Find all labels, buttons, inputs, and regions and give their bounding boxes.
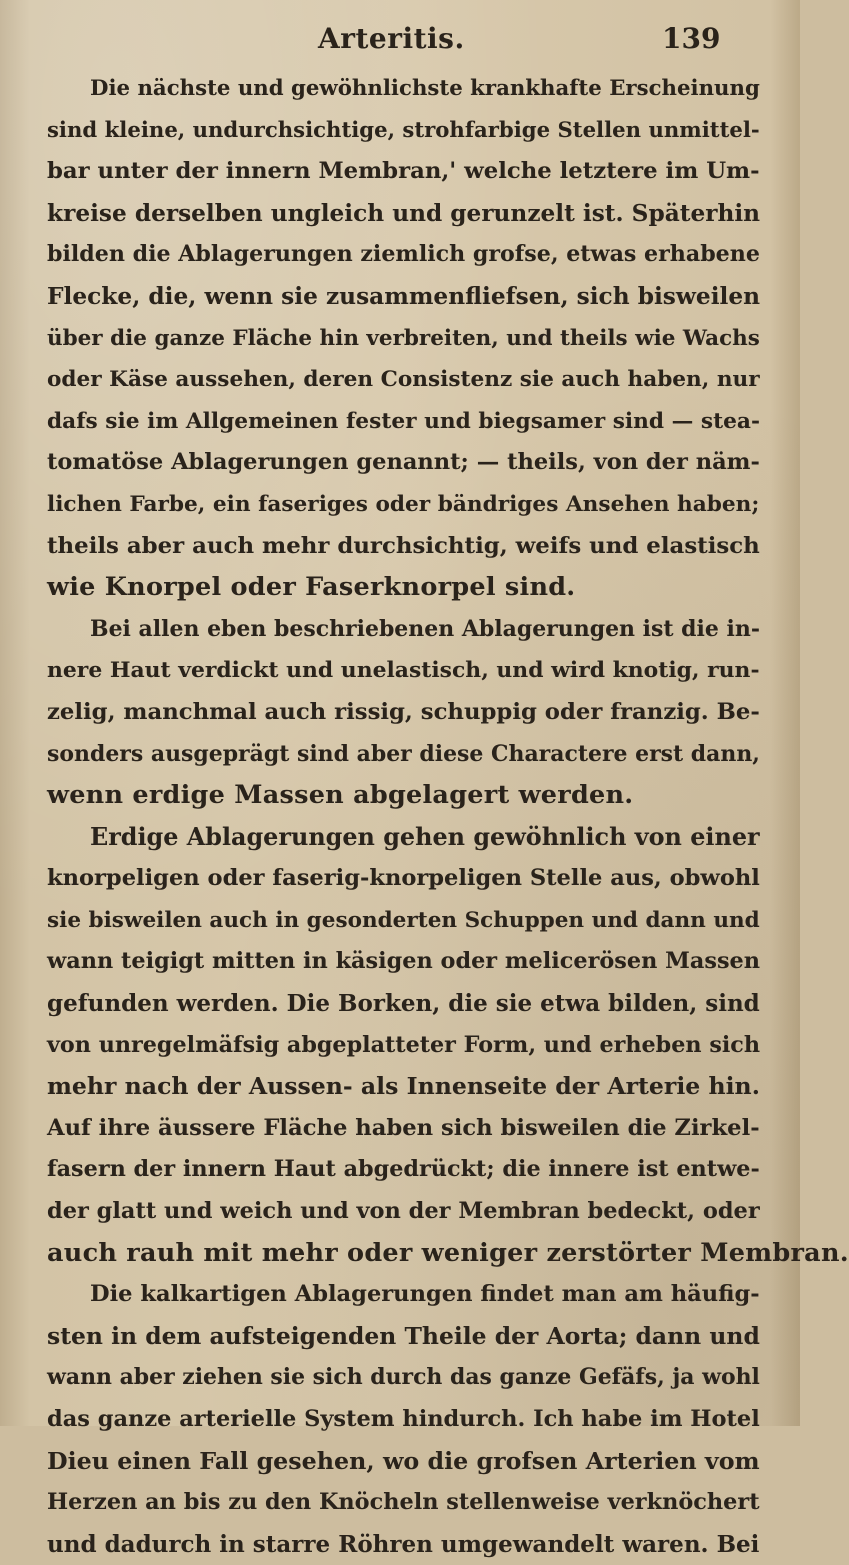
text-line: bar unter der innern Membran,' welche letztere im Um-	[47, 158, 760, 185]
body-text	[0, 68, 849, 1565]
text-line: kreise derselben ungleich und gerunzelt ist. Späterhin	[47, 199, 761, 227]
text-line: wie Knorpel oder Faserknorpel sind.	[47, 572, 576, 603]
text-line: Die kalkartigen Ablagerungen findet man am häufig-	[90, 1281, 760, 1308]
text-line: von unregelmäfsig abgeplatteter Form, und erheben sich	[47, 1031, 761, 1058]
text-line: über die ganze Fläche hin verbreiten, und theils wie Wachs	[47, 325, 760, 351]
text-line: Erdige Ablagerungen gehen gewöhnlich von einer	[90, 822, 760, 851]
text-line: knorpeligen oder faserig-knorpeligen Stelle aus, obwohl	[47, 865, 760, 892]
text-line: auch rauh mit mehr oder weniger zerstörter Membran.	[47, 1237, 849, 1268]
running-title: Arteritis.	[318, 22, 465, 55]
text-line: wenn erdige Massen abgelagert werden.	[47, 780, 634, 811]
text-line: und dadurch in starre Röhren umgewandelt waren. Bei	[47, 1530, 760, 1558]
text-line: Dieu einen Fall gesehen, wo die grofsen Arterien vom	[47, 1446, 760, 1475]
page-number: 139	[662, 22, 721, 55]
text-line: sind kleine, undurchsichtige, strohfarbige Stellen unmittel-	[47, 117, 760, 143]
text-line: theils aber auch mehr durchsichtig, weifs und elastisch	[47, 532, 760, 559]
text-line: der glatt und weich und von der Membran bedeckt, oder	[47, 1198, 760, 1225]
text-line: oder Käse aussehen, deren Consistenz sie auch haben, nur	[47, 367, 760, 393]
text-line: Herzen an bis zu den Knöcheln stellenweise verknöchert	[47, 1489, 760, 1516]
text-line: dafs sie im Allgemeinen fester und biegsamer sind — stea-	[47, 408, 760, 434]
text-line: lichen Farbe, ein faseriges oder bändriges Ansehen haben;	[47, 491, 760, 517]
text-line: sten in dem aufsteigenden Theile der Aorta; dann und	[47, 1321, 760, 1350]
text-line: bilden die Ablagerungen ziemlich grofse, etwas erhabene	[47, 241, 760, 268]
text-line: Die nächste und gewöhnlichste krankhafte Erscheinung	[90, 76, 760, 101]
text-line: sonders ausgeprägt sind aber diese Charactere erst dann,	[47, 740, 760, 767]
text-line: das ganze arterielle System hindurch. Ich habe im Hotel	[47, 1406, 760, 1432]
text-line: tomatöse Ablagerungen genannt; — theils, von der näm-	[47, 449, 760, 476]
text-line: Flecke, die, wenn sie zusammenfliefsen, sich bisweilen	[47, 282, 761, 310]
text-line: mehr nach der Aussen- als Innenseite der Arterie hin.	[47, 1072, 760, 1101]
text-line: zelig, manchmal auch rissig, schuppig oder franzig. Be-	[47, 698, 760, 725]
text-line: fasern der innern Haut abgedrückt; die innere ist entwe-	[47, 1156, 760, 1183]
text-line: sie bisweilen auch in gesonderten Schuppen und dann und	[47, 907, 760, 933]
text-line: Auf ihre äussere Fläche haben sich bisweilen die Zirkel-	[47, 1114, 760, 1141]
text-line: wann teigigt mitten in käsigen oder melicerösen Massen	[47, 948, 761, 975]
text-line: wann aber ziehen sie sich durch das ganze Gefäfs, ja wohl	[47, 1364, 760, 1391]
text-line: Bei allen eben beschriebenen Ablagerungen ist die in-	[90, 615, 760, 642]
text-line: gefunden werden. Die Borken, die sie etwa bilden, sind	[47, 990, 760, 1018]
text-line: nere Haut verdickt und unelastisch, und wird knotig, run-	[47, 657, 760, 684]
page-header	[0, 14, 800, 64]
